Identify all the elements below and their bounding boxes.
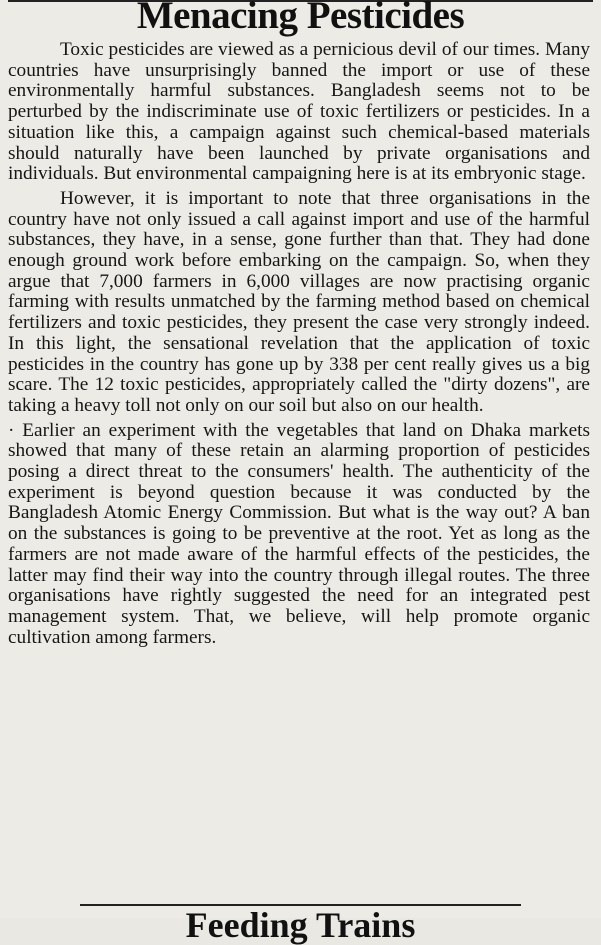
- article-paragraph-1: Toxic pesticides are viewed as a pernicious devil of our times. Many countries have unsurprisingly banned the import or use of these environmentally harmful substances. Bangladesh seems not to be perturbed by the indiscriminate use of toxic fertilizers or pesticides. In a situation like this, a campaign against such chemical-based materials should naturally have been launched by private organisations and individuals. But environmental campaigning here is at its embryonic stage.: [8, 39, 590, 185]
- article-paragraph-3: · Earlier an experiment with the vegetables that land on Dhaka markets showed that many of these retain an alarming proportion of pesticides posing a direct threat to the consumers' health. The authenticity of the experiment is beyond question because it was conducted by the Bangladesh Atomic Energy Commission. But what is the way out? A ban on the substances is going to be preventive at the root. Yet as long as the farmers are not made aware of the harmful effects of the pesticides, the latter may find their way into the country through illegal routes. The three organisations have rightly suggested the need for an integrated pest management system. That, we believe, will help promote organic cultivation among farmers.: [8, 419, 590, 648]
- article-body: [8, 40, 590, 652]
- article-headline: Menacing Pesticides: [136, 0, 465, 37]
- next-article-headline: Feeding Trains: [185, 905, 416, 945]
- article-paragraph-2: However, it is important to note that three organisations in the country have not only issued a call against import and use of the harmful substances, they have, in a sense, gone further than that. They had done enough ground work before embarking on the campaign. So, when they argue that 7,000 farmers in 6,000 villages are now practising organic farming with results unmatched by the farming method based on chemical fertilizers and toxic pesticides, they present the case very strongly indeed. In this light, the sensational revelation that the application of toxic pesticides in the country has gone up by 338 per cent really gives us a big scare. The 12 toxic pesticides, appropriately called the "dirty dozens", are taking a heavy toll not only on our soil but also on our health.: [8, 187, 590, 416]
